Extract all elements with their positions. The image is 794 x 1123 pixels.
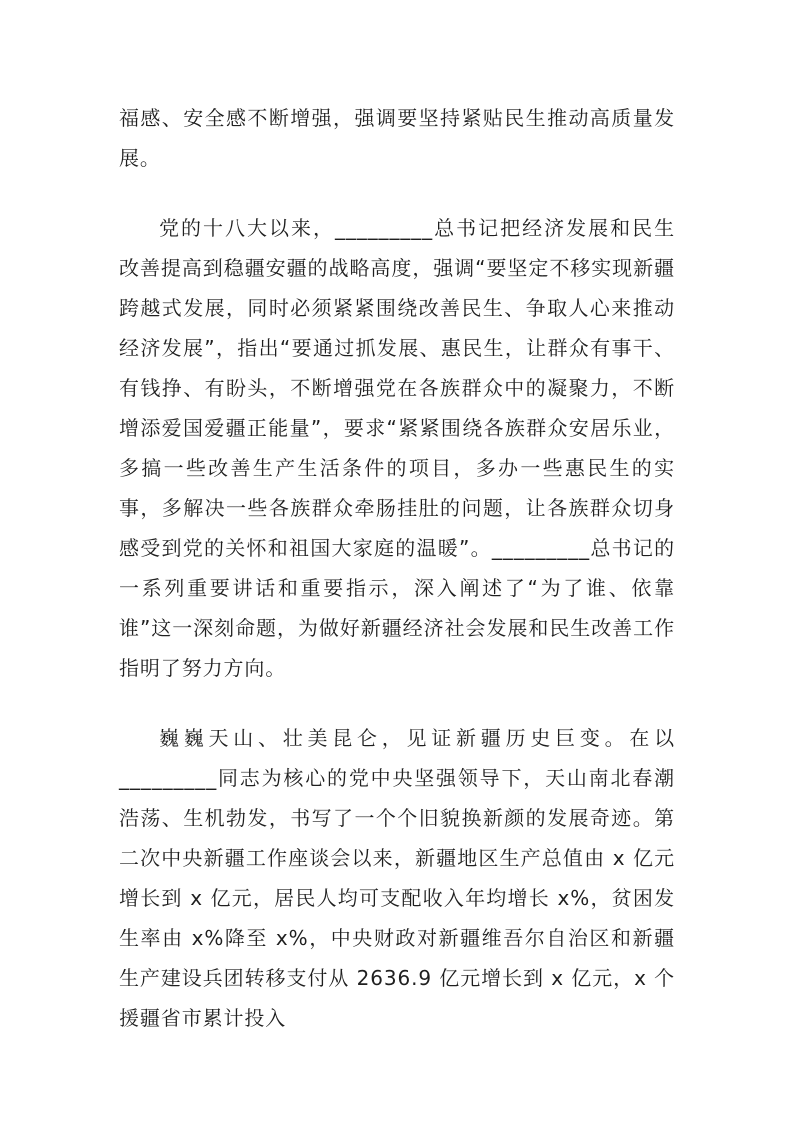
paragraph-3: 巍巍天山、壮美昆仑，见证新疆历史巨变。在以_________同志为核心的党中央坚强领导下，天山南北春潮浩荡、生机勃发，书写了一个个旧貌换新颜的发展奇迹。第二次中央新疆工作座谈会以来，新疆地区生产总值由 x 亿元增长到 x 亿元，居民人均可支配收入年均增长 x%，贫困发生率由 x%降至 x%，中央财政对新疆维吾尔自治区和新疆生产建设兵团转移支付从 2636.9 亿元增长到 x 亿元，x 个援疆省市累计投入 — [119, 726, 675, 1030]
paragraph-2: 党的十八大以来，_________总书记把经济发展和民生改善提高到稳疆安疆的战略高度，强调“要坚定不移实现新疆跨越式发展，同时必须紧紧围绕改善民生、争取人心来推动经济发展”，指出“要通过抓发展、惠民生，让群众有事干、有钱挣、有盼头，不断增强党在各族群众中的凝聚力，不断增添爱国爱疆正能量”，要求“紧紧围绕各族群众安居乐业，多搞一些改善生产生活条件的项目，多办一些惠民生的实事，多解决一些各族群众牵肠挂肚的问题，让各族群众切身感受到党的关怀和祖国大家庭的温暖”。_________总书记的一系列重要讲话和重要指示，深入阐述了“为了谁、依靠谁”这一深刻命题，为做好新疆经济社会发展和民生改善工作指明了努力方向。 — [119, 216, 675, 680]
paragraph-gap — [119, 178, 675, 208]
document-body — [119, 98, 675, 1038]
paragraph-1: 福感、安全感不断增强，强调要坚持紧贴民生推动高质量发展。 — [119, 106, 675, 170]
paragraph-gap — [119, 688, 675, 718]
